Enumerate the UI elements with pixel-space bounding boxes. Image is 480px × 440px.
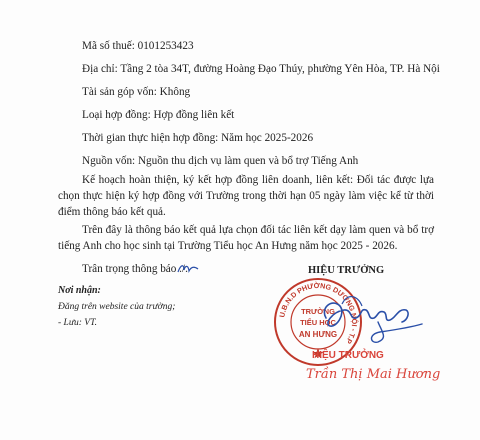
stamp-center-line-3: AN HƯNG xyxy=(298,330,338,339)
contract-type-line: Loại hợp đồng: Hợp đồng liên kết xyxy=(82,109,235,121)
initials-mark xyxy=(176,262,200,276)
stamp-center-line-2: TIỂU HỌC xyxy=(300,318,336,327)
signer-name: Trần Thị Mai Hương xyxy=(306,367,441,382)
funding-source-line: Nguồn vốn: Nguồn thu dịch vụ làm quen và bổ trợ Tiếng Anh xyxy=(82,155,359,167)
closing-line xyxy=(82,262,188,276)
contract-plan-paragraph: Kế hoạch hoàn thiện, ký kết hợp đồng liên doanh, liên kết: Đối tác được lựa chọn thực hiện ký hợp đồng với Trường trong thời hạn 05 ngày làm việc kể từ thời điểm thông báo kết quả. xyxy=(58,174,434,218)
signature-role-heading: HIỆU TRƯỞNG xyxy=(308,265,385,276)
signature-role-red: HIỆU TRƯỞNG xyxy=(312,350,384,361)
address-line: Địa chỉ: Tầng 2 tòa 34T, đường Hoàng Đạo Thúy, phường Yên Hòa, TP. Hà Nội xyxy=(82,63,440,75)
tax-code-line: Mã số thuế: 0101253423 xyxy=(82,40,194,52)
stamp-ring-text: U.B.N.D PHƯỜNG DƯƠNG NỘI - T.P xyxy=(277,280,360,346)
handwritten-signature xyxy=(318,288,428,348)
summary-paragraph: Trên đây là thông báo kết quả lựa chọn đối tác liên kết dạy làm quen và bổ trợ tiếng Anh cho học sinh tại Trường Tiểu học An Hưng năm học 2025 - 2026. xyxy=(58,224,434,252)
closing-text: Trân trọng thông báo ./. xyxy=(82,263,188,275)
recipient-item-website: Đăng trên website của trường; xyxy=(58,302,176,312)
contract-period-line: Thời gian thực hiện hợp đồng: Năm học 2025-2026 xyxy=(82,132,314,144)
recipient-item-archive: - Lưu: VT. xyxy=(58,318,98,328)
stamp-center-line-1: TRƯỜNG xyxy=(301,307,335,316)
recipients-title: Nơi nhận: xyxy=(58,285,101,296)
capital-contribution-line: Tài sản góp vốn: Không xyxy=(82,86,191,98)
